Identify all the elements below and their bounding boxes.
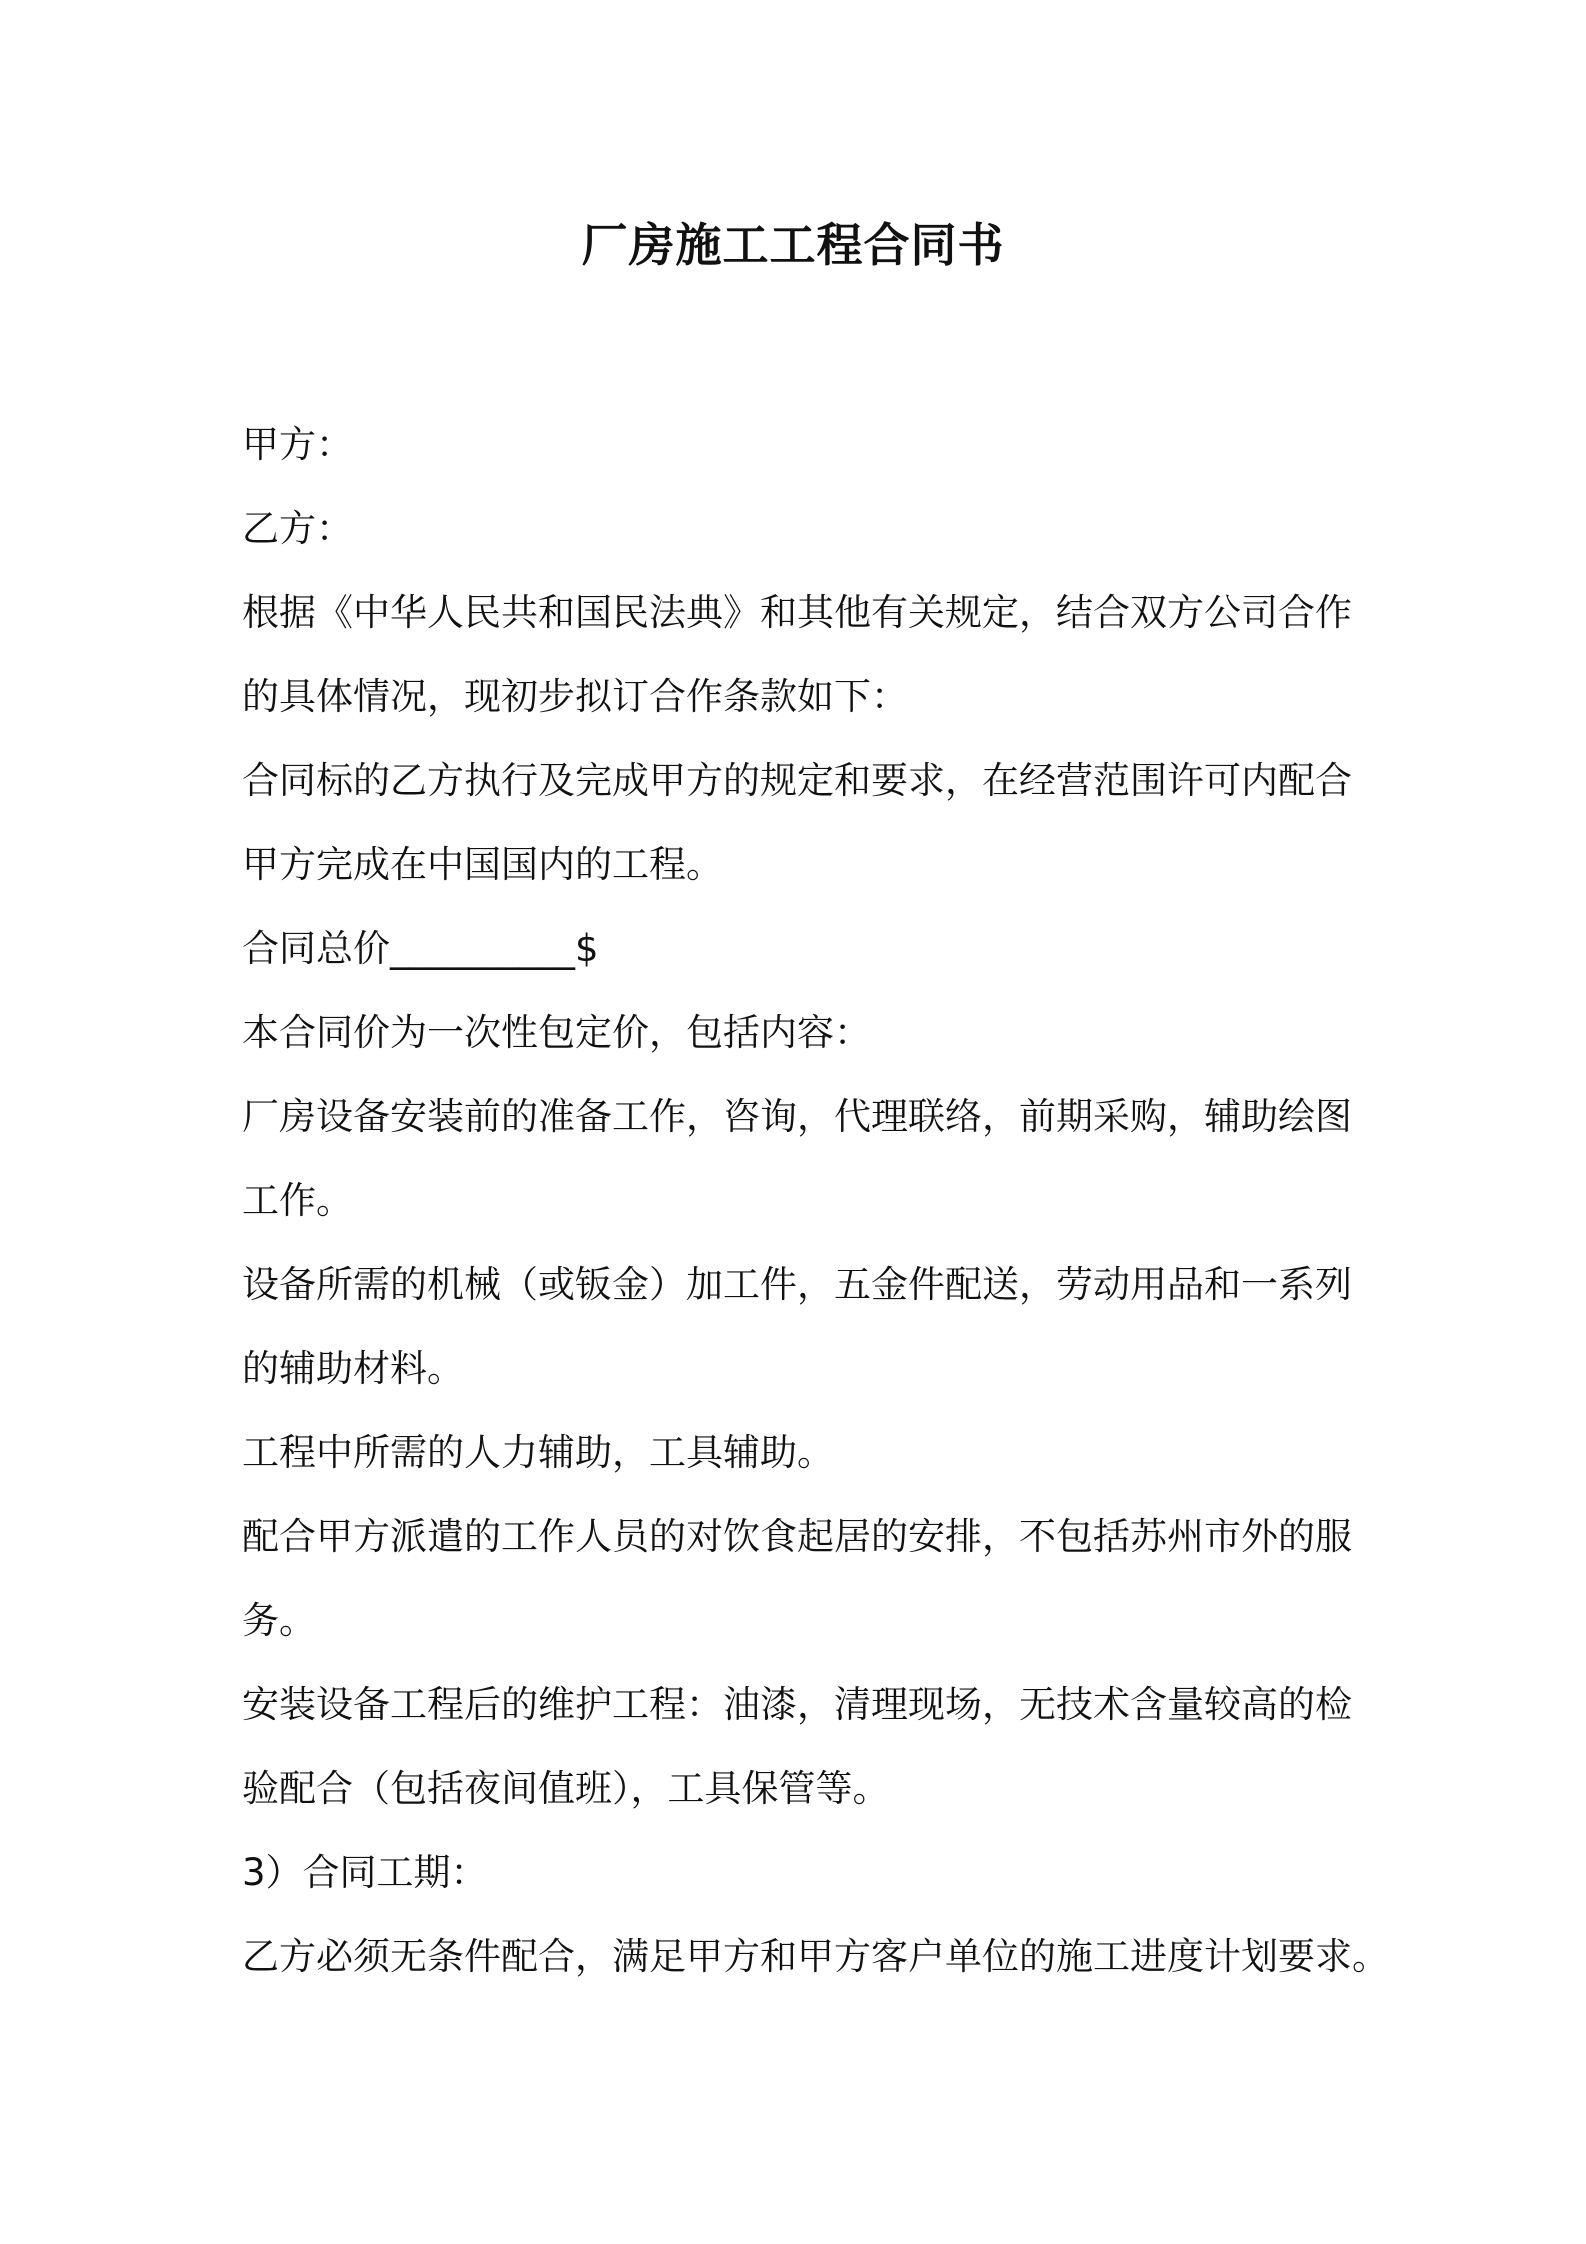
subject-line-2: 甲方完成在中国国内的工程。 <box>242 843 723 886</box>
scope-item-2-line-2: 的辅助材料。 <box>242 1347 464 1390</box>
scope-item-4-line-2: 务。 <box>242 1599 316 1642</box>
preamble-line-2: 的具体情况，现初步拟订合作条款如下： <box>242 675 908 718</box>
party-b-line: 乙方： <box>242 507 353 550</box>
scope-item-1-line-2: 工作。 <box>242 1179 353 1222</box>
document-title: 厂房施工工程合同书 <box>581 218 1005 272</box>
contract-period-line: 乙方必须无条件配合，满足甲方和甲方客户单位的施工进度计划要求。 <box>242 1935 1389 1978</box>
scope-item-2-line-1: 设备所需的机械（或钣金）加工件，五金件配送，劳动用品和一系列 <box>242 1263 1352 1306</box>
document-body <box>242 403 1389 1999</box>
party-a-line: 甲方： <box>242 423 353 466</box>
total-price-line: 合同总价__________$ <box>242 927 599 970</box>
scope-item-1-line-1: 厂房设备安装前的准备工作，咨询，代理联络，前期采购，辅助绘图 <box>242 1095 1352 1138</box>
scope-item-4-line-1: 配合甲方派遣的工作人员的对饮食起居的安排，不包括苏州市外的服 <box>242 1515 1352 1558</box>
preamble-line-1: 根据《中华人民共和国民法典》和其他有关规定，结合双方公司合作 <box>242 591 1352 634</box>
scope-item-5-line-1: 安装设备工程后的维护工程：油漆，清理现场，无技术含量较高的检 <box>242 1683 1352 1726</box>
scope-item-3-line: 工程中所需的人力辅助，工具辅助。 <box>242 1431 834 1474</box>
subject-line-1: 合同标的乙方执行及完成甲方的规定和要求，在经营范围许可内配合 <box>242 759 1352 802</box>
scope-item-5-line-2: 验配合（包括夜间值班），工具保管等。 <box>242 1767 890 1810</box>
contract-period-heading: 3）合同工期： <box>242 1851 488 1894</box>
price-scope-line: 本合同价为一次性包定价，包括内容： <box>242 1011 871 1054</box>
